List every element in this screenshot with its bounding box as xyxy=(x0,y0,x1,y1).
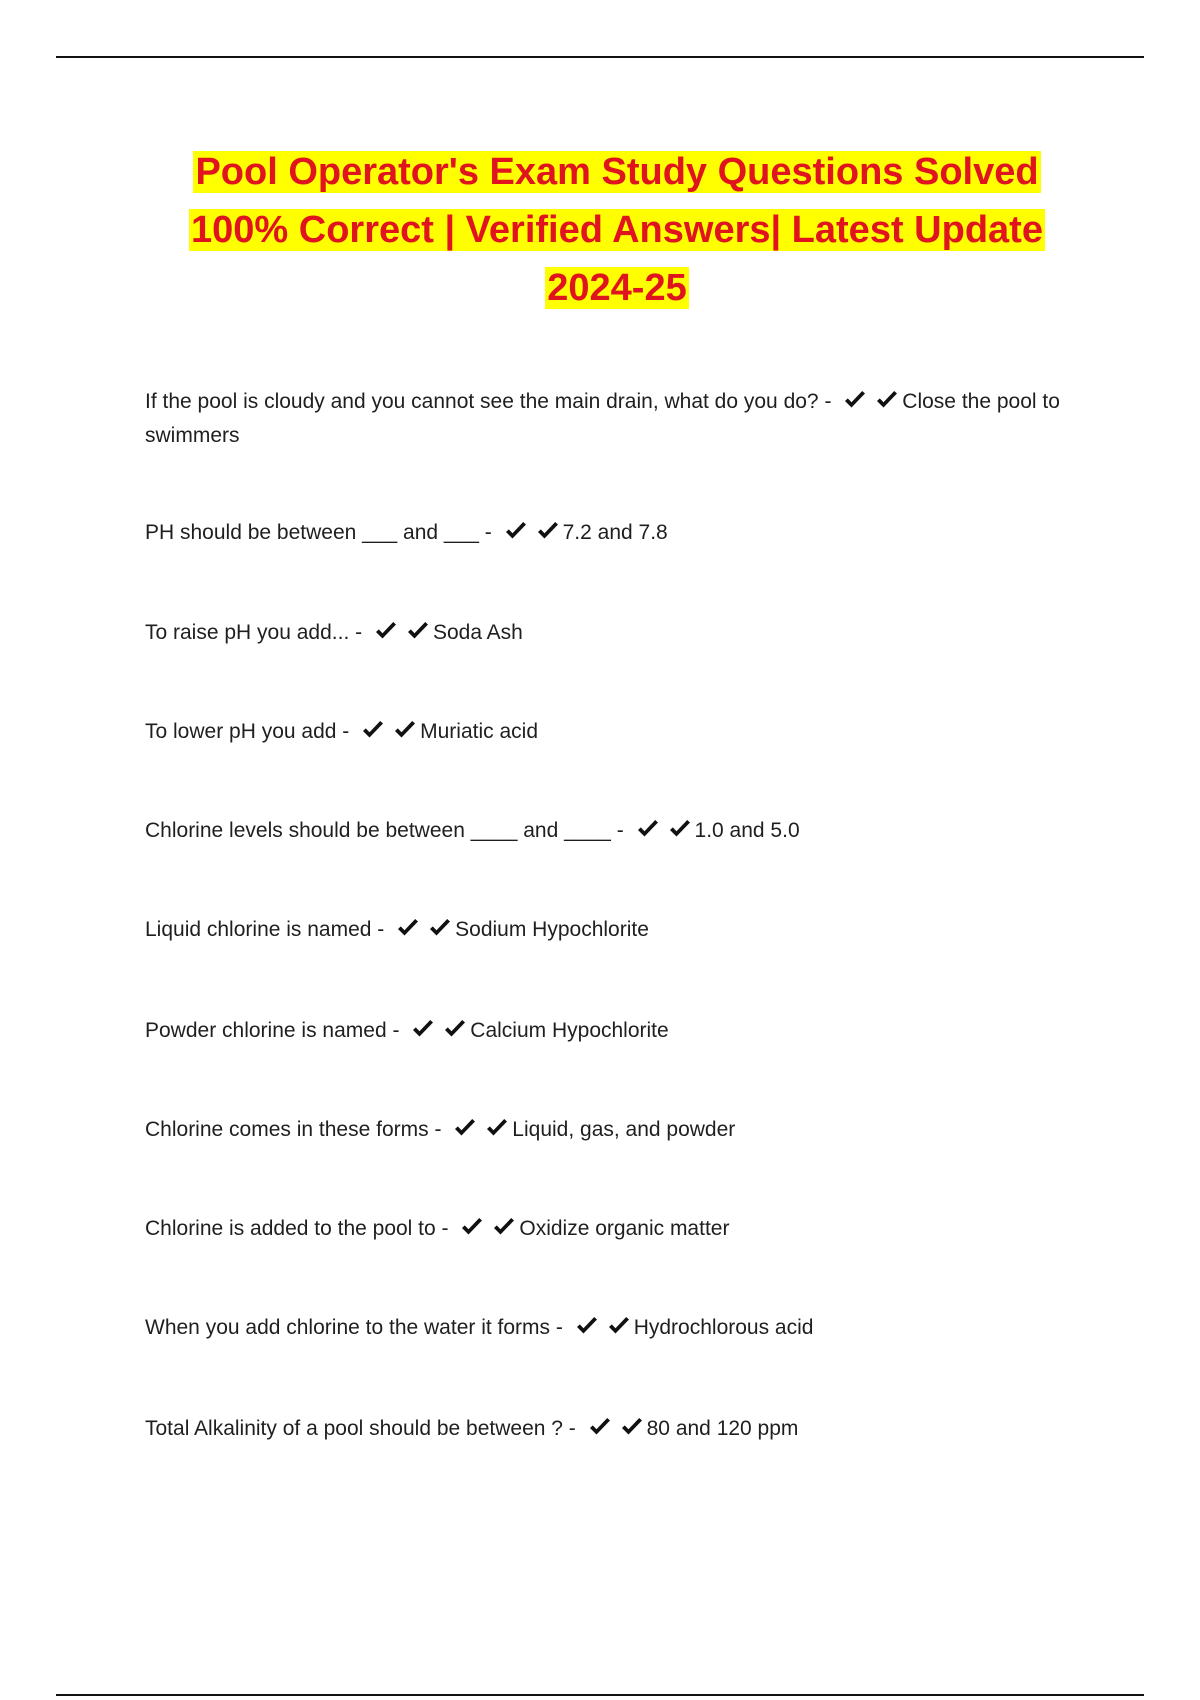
question-text: PH should be between ___ and ___ xyxy=(145,521,479,544)
qa-item xyxy=(145,1312,1095,1346)
top-rule xyxy=(56,56,1144,58)
bottom-rule xyxy=(56,1694,1144,1696)
question-text: Total Alkalinity of a pool should be between ? xyxy=(145,1417,563,1440)
separator: - xyxy=(550,1316,569,1339)
separator: - xyxy=(610,819,630,842)
check-mark-icon xyxy=(393,720,417,740)
answer-text: Liquid, gas, and powder xyxy=(512,1118,736,1141)
separator: - xyxy=(336,720,356,743)
double-check-icon xyxy=(453,1116,511,1148)
double-check-icon xyxy=(843,388,901,420)
double-check-icon xyxy=(588,1415,646,1447)
qa-item xyxy=(145,386,1095,452)
title-line-2: 100% Correct | Verified Answers| Latest Update xyxy=(191,209,1043,251)
separator: - xyxy=(478,521,498,544)
check-mark-icon xyxy=(453,1118,477,1138)
check-mark-icon xyxy=(575,1316,599,1336)
check-mark-icon xyxy=(588,1417,612,1437)
qa-item xyxy=(145,1413,1095,1447)
answer-text: 1.0 and 5.0 xyxy=(694,819,800,842)
check-mark-icon xyxy=(843,390,867,410)
check-mark-icon xyxy=(443,1019,467,1039)
check-mark-icon xyxy=(607,1316,631,1336)
check-mark-icon xyxy=(396,918,420,938)
title-line-3: 2024-25 xyxy=(547,267,687,309)
separator: - xyxy=(349,621,368,644)
separator: - xyxy=(428,1118,448,1141)
check-mark-icon xyxy=(875,390,899,410)
question-text: Powder chlorine is named xyxy=(145,1019,387,1042)
check-mark-icon xyxy=(428,918,452,938)
double-check-icon xyxy=(411,1017,469,1049)
double-check-icon xyxy=(361,718,419,750)
answer-text: Sodium Hypochlorite xyxy=(455,918,649,941)
check-mark-icon xyxy=(668,819,692,839)
separator: - xyxy=(386,1019,406,1042)
answer-text: 80 and 120 ppm xyxy=(646,1417,799,1440)
double-check-icon xyxy=(636,817,694,849)
answer-text: Soda Ash xyxy=(432,621,523,644)
question-text: Chlorine levels should be between ____ and ____ xyxy=(145,819,611,842)
check-mark-icon xyxy=(536,521,560,541)
question-text: Chlorine comes in these forms xyxy=(145,1118,429,1141)
answer-text: Oxidize organic matter xyxy=(519,1217,730,1240)
check-mark-icon xyxy=(485,1118,509,1138)
check-mark-icon xyxy=(411,1019,435,1039)
double-check-icon xyxy=(504,519,562,551)
answer-text: 7.2 and 7.8 xyxy=(562,521,668,544)
separator: - xyxy=(818,390,838,413)
answer-text: Hydrochlorous acid xyxy=(633,1316,814,1339)
separator: - xyxy=(371,918,391,941)
check-mark-icon xyxy=(504,521,528,541)
question-text: Liquid chlorine is named xyxy=(145,918,372,941)
qa-item xyxy=(145,1213,1095,1247)
qa-item xyxy=(145,517,1095,551)
question-text: To raise pH you add... xyxy=(145,621,350,644)
qa-item xyxy=(145,914,1095,948)
qa-item xyxy=(145,815,1095,849)
question-text: If the pool is cloudy and you cannot see the main drain, what do you do? xyxy=(145,390,819,413)
check-mark-icon xyxy=(492,1217,516,1237)
double-check-icon xyxy=(396,916,454,948)
double-check-icon xyxy=(575,1314,633,1346)
answer-text: Calcium Hypochlorite xyxy=(470,1019,669,1042)
answer-text: Close the pool to swimmers xyxy=(145,390,1060,447)
qa-item xyxy=(145,1015,1095,1049)
document-title xyxy=(150,143,1084,317)
check-mark-icon xyxy=(361,720,385,740)
check-mark-icon xyxy=(460,1217,484,1237)
question-text: Chlorine is added to the pool to xyxy=(145,1217,436,1240)
separator: - xyxy=(435,1217,455,1240)
title-line-1: Pool Operator's Exam Study Questions Solved xyxy=(195,151,1039,193)
check-mark-icon xyxy=(636,819,660,839)
separator: - xyxy=(562,1417,582,1440)
question-text: When you add chlorine to the water it forms xyxy=(145,1316,551,1339)
double-check-icon xyxy=(460,1215,518,1247)
answer-text: Muriatic acid xyxy=(420,720,538,743)
qa-item xyxy=(145,617,1095,651)
qa-item xyxy=(145,716,1095,750)
check-mark-icon xyxy=(374,621,398,641)
double-check-icon xyxy=(374,619,432,651)
check-mark-icon xyxy=(620,1417,644,1437)
question-text: To lower pH you add xyxy=(145,720,337,743)
check-mark-icon xyxy=(406,621,430,641)
qa-item xyxy=(145,1114,1095,1148)
